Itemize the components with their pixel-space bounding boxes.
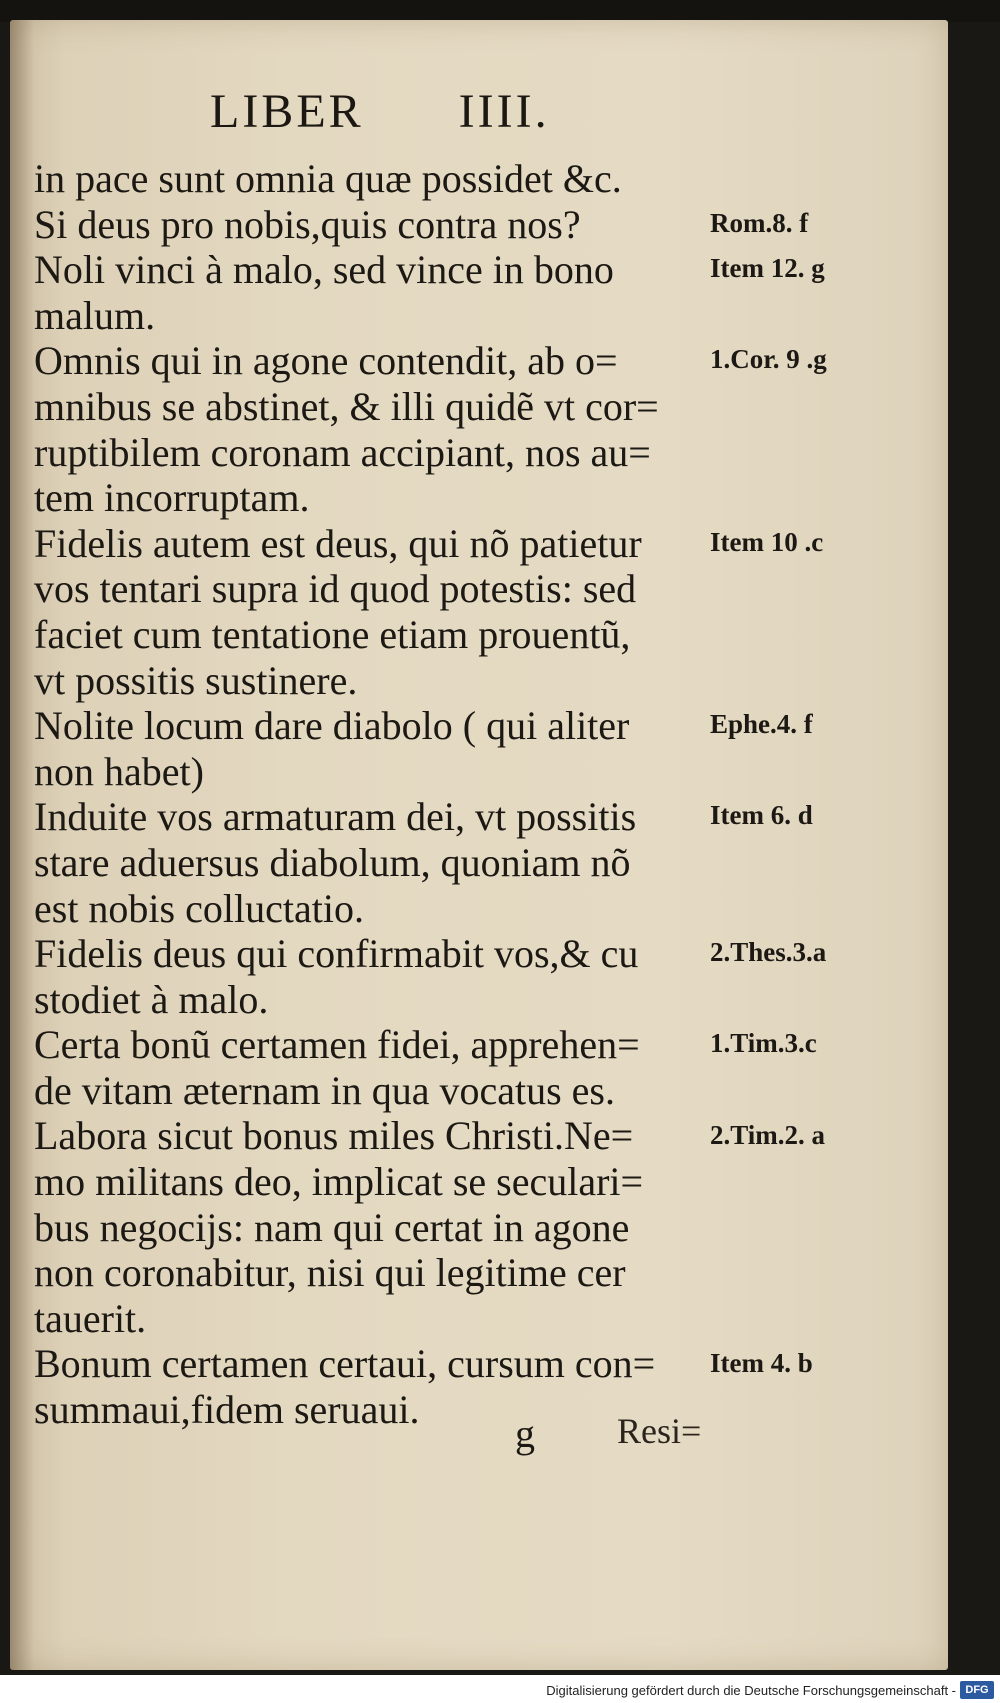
text-line: Si deus pro nobis,quis contra nos? [34, 201, 581, 247]
text-line: vt possitis sustinere. [34, 657, 358, 703]
running-head [210, 84, 550, 139]
digitization-note: Digitalisierung gefördert durch die Deutsche Forschungsgemeinschaft - [546, 1683, 956, 1698]
text-line: est nobis colluctatio. [34, 885, 364, 931]
text-line: Certa bonũ certamen fidei, apprehen= [34, 1022, 640, 1068]
margin-reference: Item 4. b [710, 1347, 813, 1378]
spine-shadow [10, 20, 34, 1670]
margin-reference: 1.Cor. 9 .g [710, 344, 827, 375]
text-line: Fidelis deus qui confirmabit vos,& cu [34, 931, 639, 977]
margin-reference: 2.Tim.2. a [710, 1119, 826, 1150]
text-line: vos tentari supra id quod potestis: sed [34, 566, 637, 612]
text-line: Nolite locum dare diabolo ( qui aliter [34, 703, 630, 749]
text-line: Labora sicut bonus miles Christi.Ne= [34, 1113, 634, 1159]
text-line: ruptibilem coronam accipiant, nos au= [34, 429, 651, 475]
margin-reference: 1.Tim.3.c [710, 1028, 817, 1059]
text-line: mo militans deo, implicat se seculari= [34, 1159, 644, 1205]
text-line: tauerit. [34, 1295, 147, 1341]
text-line: de vitam æternam in qua vocatus es. [34, 1067, 615, 1113]
text-line: stodiet à malo. [34, 976, 269, 1022]
margin-reference: Ephe.4. f [710, 709, 813, 740]
margin-reference: 2.Thes.3.a [710, 937, 827, 968]
text-line: Bonum certamen certaui, cursum con= [34, 1341, 656, 1387]
text-line: non habet) [34, 748, 204, 794]
text-line: bus negocijs: nam qui certat in agone [34, 1204, 630, 1250]
text-line: malum. [34, 292, 156, 338]
margin-reference: Item 6. d [710, 800, 813, 831]
book-page [10, 20, 948, 1670]
text-line: mnibus se abstinet, & illi quidẽ vt cor= [34, 383, 659, 429]
margin-reference: Item 10 .c [710, 526, 824, 557]
text-line: Noli vinci à malo, sed vince in bono [34, 247, 614, 293]
text-line: faciet cum tentatione etiam prouentũ, [34, 611, 631, 657]
dfg-logo: DFG [960, 1681, 994, 1699]
text-line: summaui,fidem seruaui. [34, 1387, 420, 1433]
book-number: IIII. [458, 85, 550, 138]
catchword: Resi= [617, 1411, 702, 1451]
footer-bar [0, 1675, 1000, 1703]
text-line: non coronabitur, nisi qui legitime cer [34, 1250, 626, 1296]
signature-mark: g [515, 1411, 535, 1456]
text-line: stare aduersus diabolum, quoniam nõ [34, 839, 631, 885]
text-line: in pace sunt omnia quæ possidet &c. [34, 156, 622, 201]
text-line: tem incorruptam. [34, 475, 310, 521]
text-line: Fidelis autem est deus, qui nõ patietur [34, 520, 642, 566]
text-line: Omnis qui in agone contendit, ab o= [34, 338, 618, 384]
margin-reference: Rom.8. f [710, 207, 809, 238]
running-title: LIBER [210, 85, 364, 138]
margin-reference: Item 12. g [710, 253, 825, 284]
body-text [34, 156, 714, 1433]
scan-border [0, 0, 1000, 22]
text-line: Induite vos armaturam dei, vt possitis [34, 794, 637, 840]
